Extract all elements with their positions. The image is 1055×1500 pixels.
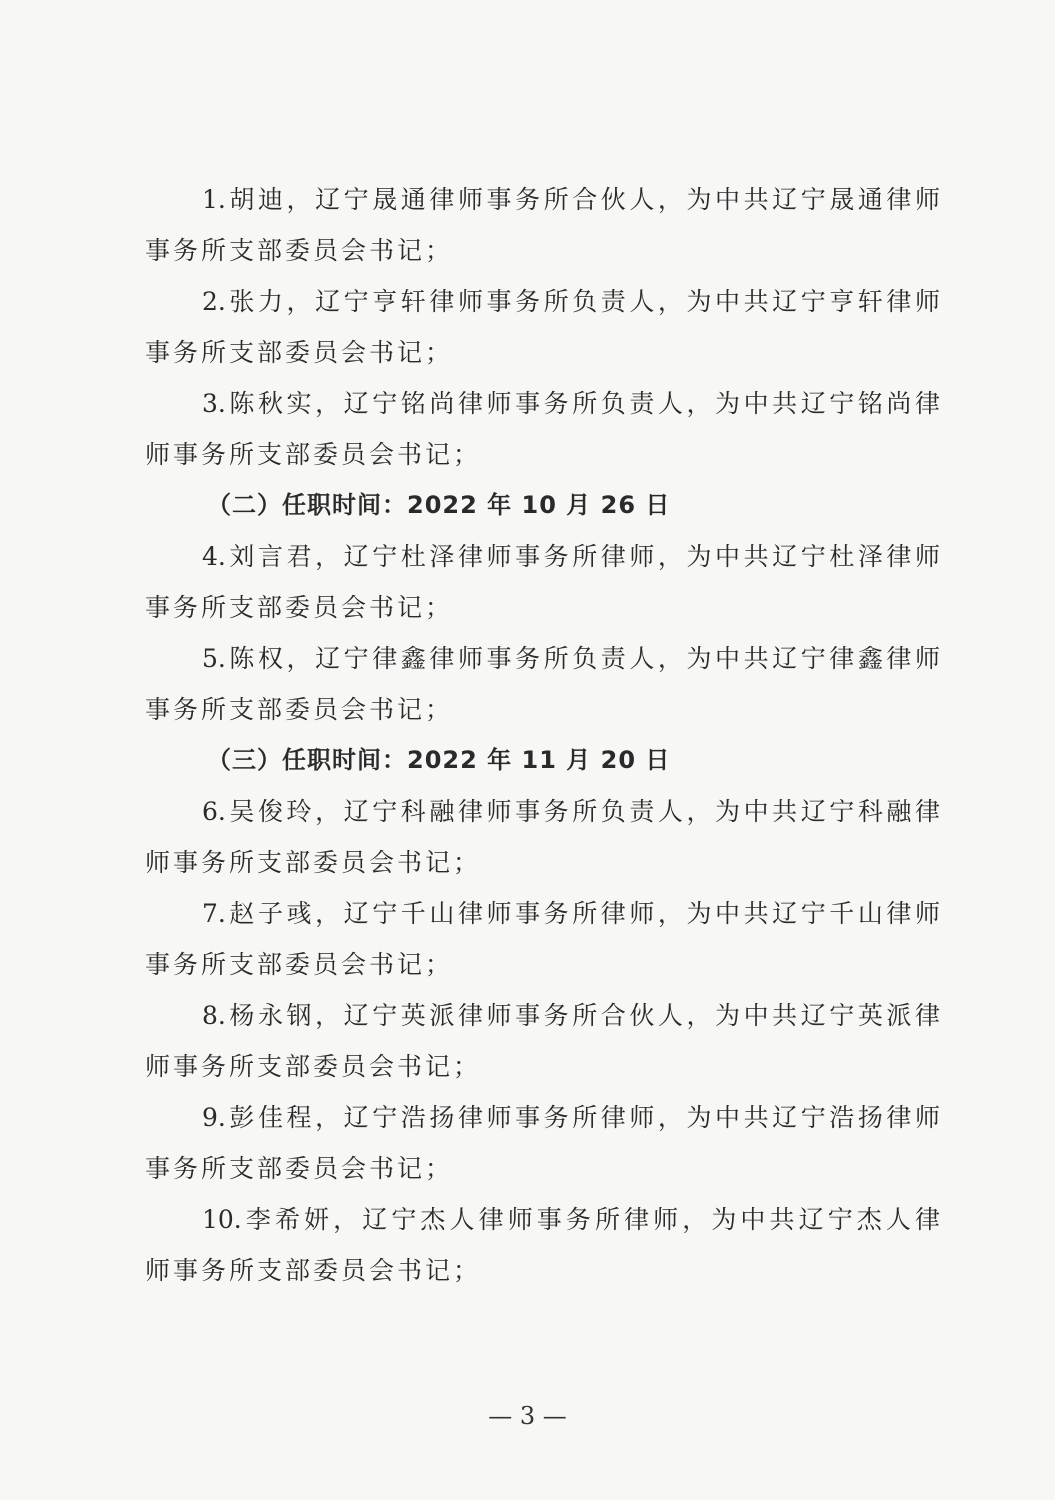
text-line: 事务所支部委员会书记； <box>145 950 454 979</box>
list-item <box>145 633 940 735</box>
text-line: 4.刘言君，辽宁杜泽律师事务所律师，为中共辽宁杜泽律师 <box>202 542 940 571</box>
text-line: 事务所支部委员会书记； <box>145 236 454 265</box>
text-line: 师事务所支部委员会书记； <box>145 1052 482 1081</box>
text-line: 事务所支部委员会书记； <box>145 695 454 724</box>
text-line: 3.陈秋实，辽宁铭尚律师事务所负责人，为中共辽宁铭尚律 <box>202 389 940 418</box>
text-line: 6.吴俊玲，辽宁科融律师事务所负责人，为中共辽宁科融律 <box>202 797 940 826</box>
list-item <box>145 1092 940 1194</box>
list-item <box>145 378 940 480</box>
list-item <box>145 276 940 378</box>
text-line: 10.李希妍，辽宁杰人律师事务所律师，为中共辽宁杰人律 <box>202 1205 940 1234</box>
text-line: 师事务所支部委员会书记； <box>145 440 482 469</box>
text-line: 7.赵子彧，辽宁千山律师事务所律师，为中共辽宁千山律师 <box>202 899 940 928</box>
section-heading: （三）任职时间：2022 年 11 月 20 日 <box>207 746 671 774</box>
list-item <box>145 174 940 276</box>
text-line: 事务所支部委员会书记； <box>145 338 454 367</box>
list-item <box>145 786 940 888</box>
text-line: 1.胡迪，辽宁晟通律师事务所合伙人，为中共辽宁晟通律师 <box>202 185 940 214</box>
text-line: 2.张力，辽宁亨轩律师事务所负责人，为中共辽宁亨轩律师 <box>202 287 940 316</box>
document-body <box>145 174 940 1296</box>
page-number: — 3 — <box>488 1402 567 1430</box>
text-line: 事务所支部委员会书记； <box>145 593 454 622</box>
text-line: 8.杨永钢，辽宁英派律师事务所合伙人，为中共辽宁英派律 <box>202 1001 940 1030</box>
section-heading: （二）任职时间：2022 年 10 月 26 日 <box>207 491 671 519</box>
list-item <box>145 1194 940 1296</box>
list-item <box>145 531 940 633</box>
list-item <box>145 888 940 990</box>
text-line: 9.彭佳程，辽宁浩扬律师事务所律师，为中共辽宁浩扬律师 <box>202 1103 940 1132</box>
text-line: 师事务所支部委员会书记； <box>145 848 482 877</box>
text-line: 事务所支部委员会书记； <box>145 1154 454 1183</box>
list-item <box>145 990 940 1092</box>
text-line: 5.陈权，辽宁律鑫律师事务所负责人，为中共辽宁律鑫律师 <box>202 644 940 673</box>
text-line: 师事务所支部委员会书记； <box>145 1256 482 1285</box>
